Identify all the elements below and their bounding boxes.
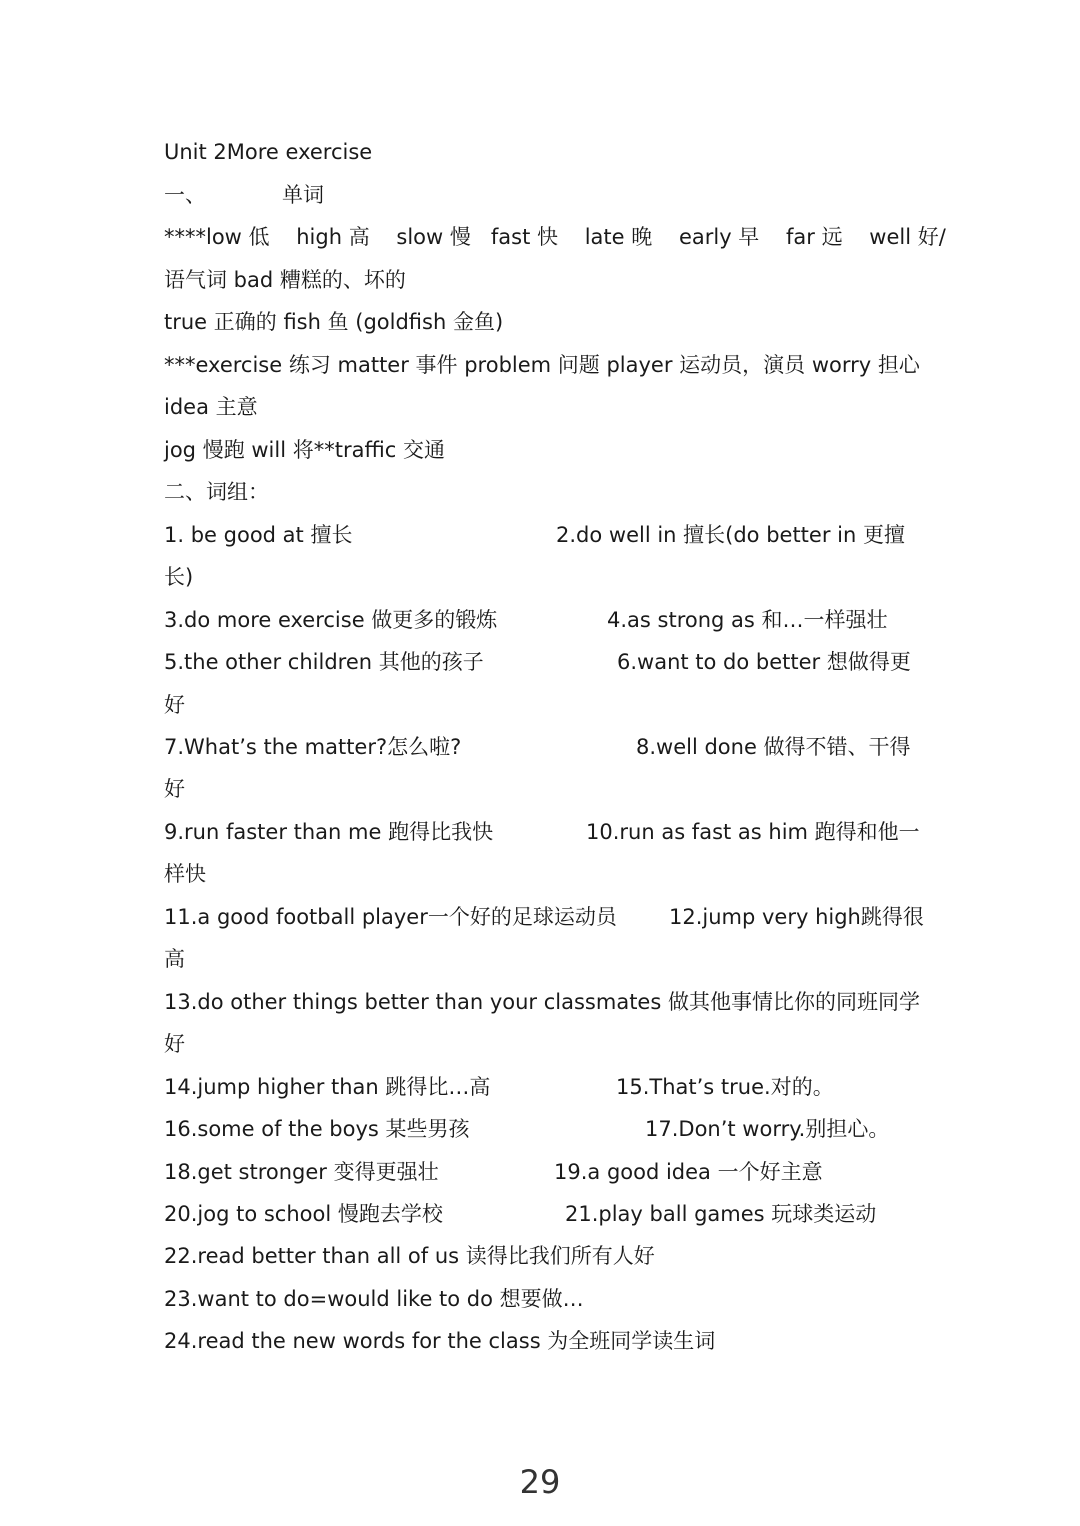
phrase-continuation: 高 xyxy=(164,947,185,971)
phrase-item: 12.jump very high跳得很 xyxy=(669,905,924,929)
phrase-continuation: 好 xyxy=(164,1032,185,1056)
word-list-line: idea 主意 xyxy=(164,395,258,419)
phrase-continuation: 好 xyxy=(164,693,185,717)
phrase-row xyxy=(164,1157,916,1187)
phrase-item: 5.the other children 其他的孩子 xyxy=(164,650,484,674)
word-list-line: jog 慢跑 will 将**traffic 交通 xyxy=(164,438,445,462)
phrase-continuation: 长) xyxy=(164,565,194,589)
phrase-row: 23.want to do=would like to do 想要做… xyxy=(164,1287,584,1311)
phrase-item: 10.run as fast as him 跑得和他一 xyxy=(586,820,920,844)
phrase-item: 9.run faster than me 跑得比我快 xyxy=(164,820,494,844)
phrase-item: 1. be good at 擅长 xyxy=(164,523,353,547)
phrase-row xyxy=(164,1114,916,1144)
phrase-row xyxy=(164,1199,916,1229)
phrase-item: 21.play ball games 玩球类运动 xyxy=(565,1202,877,1226)
phrase-item: 7.What’s the matter?怎么啦? xyxy=(164,735,462,759)
phrase-row xyxy=(164,817,920,847)
phrase-row xyxy=(164,520,916,550)
word-list-line: ****low 低 high 高 slow 慢 fast 快 late 晚 early 早 far 远 well 好/ xyxy=(164,225,946,249)
phrase-row xyxy=(164,605,916,635)
section-title: 单词 xyxy=(282,183,324,207)
phrase-row xyxy=(164,647,916,677)
section-number: 一、 xyxy=(164,183,206,207)
phrase-row: 22.read better than all of us 读得比我们所有人好 xyxy=(164,1244,655,1268)
phrase-item: 17.Don’t worry.别担心。 xyxy=(645,1117,890,1141)
phrase-item: 19.a good idea 一个好主意 xyxy=(554,1160,823,1184)
phrase-continuation: 好 xyxy=(164,777,185,801)
unit-title: Unit 2More exercise xyxy=(164,140,373,164)
phrase-item: 18.get stronger 变得更强壮 xyxy=(164,1160,439,1184)
phrase-row xyxy=(164,732,916,762)
phrase-item: 2.do well in 擅长(do better in 更擅 xyxy=(556,523,905,547)
phrase-item: 4.as strong as 和…一样强壮 xyxy=(607,608,888,632)
phrase-row xyxy=(164,902,924,932)
phrase-continuation: 样快 xyxy=(164,862,206,886)
word-list-line: ***exercise 练习 matter 事件 problem 问题 player 运动员，演员 worry 担心 xyxy=(164,353,920,377)
phrase-item: 6.want to do better 想做得更 xyxy=(617,650,911,674)
phrase-row: 13.do other things better than your classmates 做其他事情比你的同班同学 xyxy=(164,990,920,1014)
phrase-item: 3.do more exercise 做更多的锻炼 xyxy=(164,608,498,632)
word-list-line: true 正确的 fish 鱼 (goldfish 金鱼) xyxy=(164,310,504,334)
phrase-item: 16.some of the boys 某些男孩 xyxy=(164,1117,470,1141)
phrase-row xyxy=(164,1072,916,1102)
phrase-row: 24.read the new words for the class 为全班同学读生词 xyxy=(164,1329,716,1353)
phrase-item: 15.That’s true.对的。 xyxy=(616,1075,834,1099)
phrase-item: 8.well done 做得不错、干得 xyxy=(636,735,911,759)
phrase-item: 11.a good football player一个好的足球运动员 xyxy=(164,905,617,929)
page-number: 29 xyxy=(519,1463,561,1501)
word-list-line: 语气词 bad 糟糕的、坏的 xyxy=(164,268,406,292)
section-heading-phrases: 二、词组： xyxy=(164,480,269,504)
section-heading-words xyxy=(164,180,916,210)
phrase-item: 14.jump higher than 跳得比…高 xyxy=(164,1075,491,1099)
phrase-item: 20.jog to school 慢跑去学校 xyxy=(164,1202,443,1226)
